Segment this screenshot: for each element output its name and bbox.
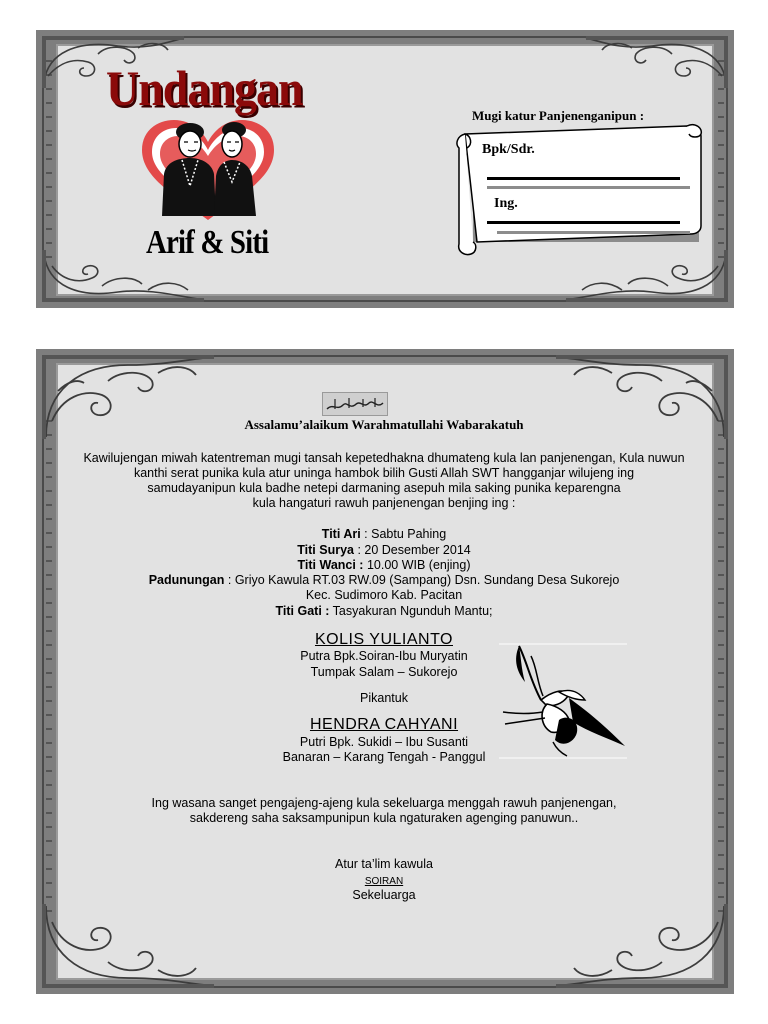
event-date — [60, 542, 708, 558]
connector-word: Pikantuk — [360, 691, 408, 705]
event-type-value: Tasyakuran Ngunduh Mantu; — [329, 604, 493, 618]
groom-name: KOLIS YULIANTO — [314, 631, 453, 648]
signoff: Atur ta’lim kawula — [335, 857, 433, 871]
bride-address: Banaran – Karang Tengah - Panggul — [282, 750, 486, 764]
host-name-text: SOIRAN — [364, 876, 404, 887]
event-place — [60, 572, 708, 588]
greeting: Assalamu’alaikum Warahmatullahi Wabarakatuh — [244, 417, 524, 432]
couple-name: Arif & Siti — [146, 224, 269, 261]
ornament-corner-top-right — [582, 32, 732, 92]
basmalah-calligraphy-icon — [323, 393, 387, 415]
groom-parents: Putra Bpk.Soiran-Ibu Muryatin — [300, 649, 468, 663]
address-line-shadow — [497, 231, 690, 234]
opening-line: Kawilujengan miwah katentreman mugi tansah kepetedhakna dhumateng kula lan panjenengan, Kula nuwun — [83, 451, 685, 465]
address-line — [487, 221, 680, 224]
event-place-label: Padunungan — [148, 573, 225, 587]
event-time-label: Titi Wanci : — [297, 558, 364, 572]
invitation-right-border-dots — [718, 420, 724, 920]
couple-heart-illustration — [136, 116, 280, 226]
closing-line: Ing wasana sanget pengajeng-ajeng kula sekeluarga menggah rawuh panjenengan, — [151, 796, 617, 810]
bride-parents: Putri Bpk. Sukidi – Ibu Susanti — [299, 735, 469, 749]
event-date-value: : 20 Desember 2014 — [353, 543, 471, 557]
recipient-name-line-shadow — [487, 186, 690, 189]
flower-illustration — [497, 642, 629, 760]
basmalah-calligraphy — [322, 392, 388, 416]
address-label: Ing. — [494, 196, 518, 211]
event-time-value: 10.00 WIB (enjing) — [363, 558, 471, 572]
invitation-left-border-dots — [46, 420, 52, 920]
event-date-label: Titi Surya — [297, 543, 354, 557]
invitation-title: Undangan — [106, 60, 303, 117]
event-day — [60, 526, 708, 542]
ornament-corner-bottom-right-2 — [552, 902, 732, 992]
bride-name: HENDRA CAHYANI — [309, 716, 459, 733]
ornament-corner-bottom-left-2 — [38, 902, 218, 992]
event-place-value: : Griyo Kawula RT.03 RW.09 (Sampang) Dsn. Sundang Desa Sukorejo — [224, 573, 620, 587]
family-label: Sekeluarga — [352, 888, 416, 902]
groom-address: Tumpak Salam – Sukorejo — [310, 665, 458, 679]
event-day-value: : Sabtu Pahing — [360, 527, 447, 541]
opening-line: kula hangaturi rawuh panjenengan benjing ing : — [252, 496, 516, 510]
recipient-label: Bpk/Sdr. — [482, 142, 535, 157]
event-type — [60, 603, 708, 619]
event-type-label: Titi Gati : — [275, 604, 330, 618]
closing-line: sakdereng saha saksampunipun kula ngaturaken agenging panuwun.. — [189, 811, 579, 825]
opening-line: samudayanipun kula badhe netepi darmaning asepuh mila saking punika keparengna — [147, 481, 621, 495]
recipient-name-line — [487, 177, 680, 180]
event-place-line-2: Kec. Sudimoro Kab. Pacitan — [305, 588, 463, 602]
event-time — [60, 557, 708, 573]
event-day-label: Titi Ari — [321, 527, 361, 541]
opening-line: kanthi serat punika kula atur uninga hambok bilih Gusti Allah SWT hangganjar wilujeng ing — [133, 466, 635, 480]
recipient-intro: Mugi katur Panjenenganipun : — [472, 108, 645, 123]
